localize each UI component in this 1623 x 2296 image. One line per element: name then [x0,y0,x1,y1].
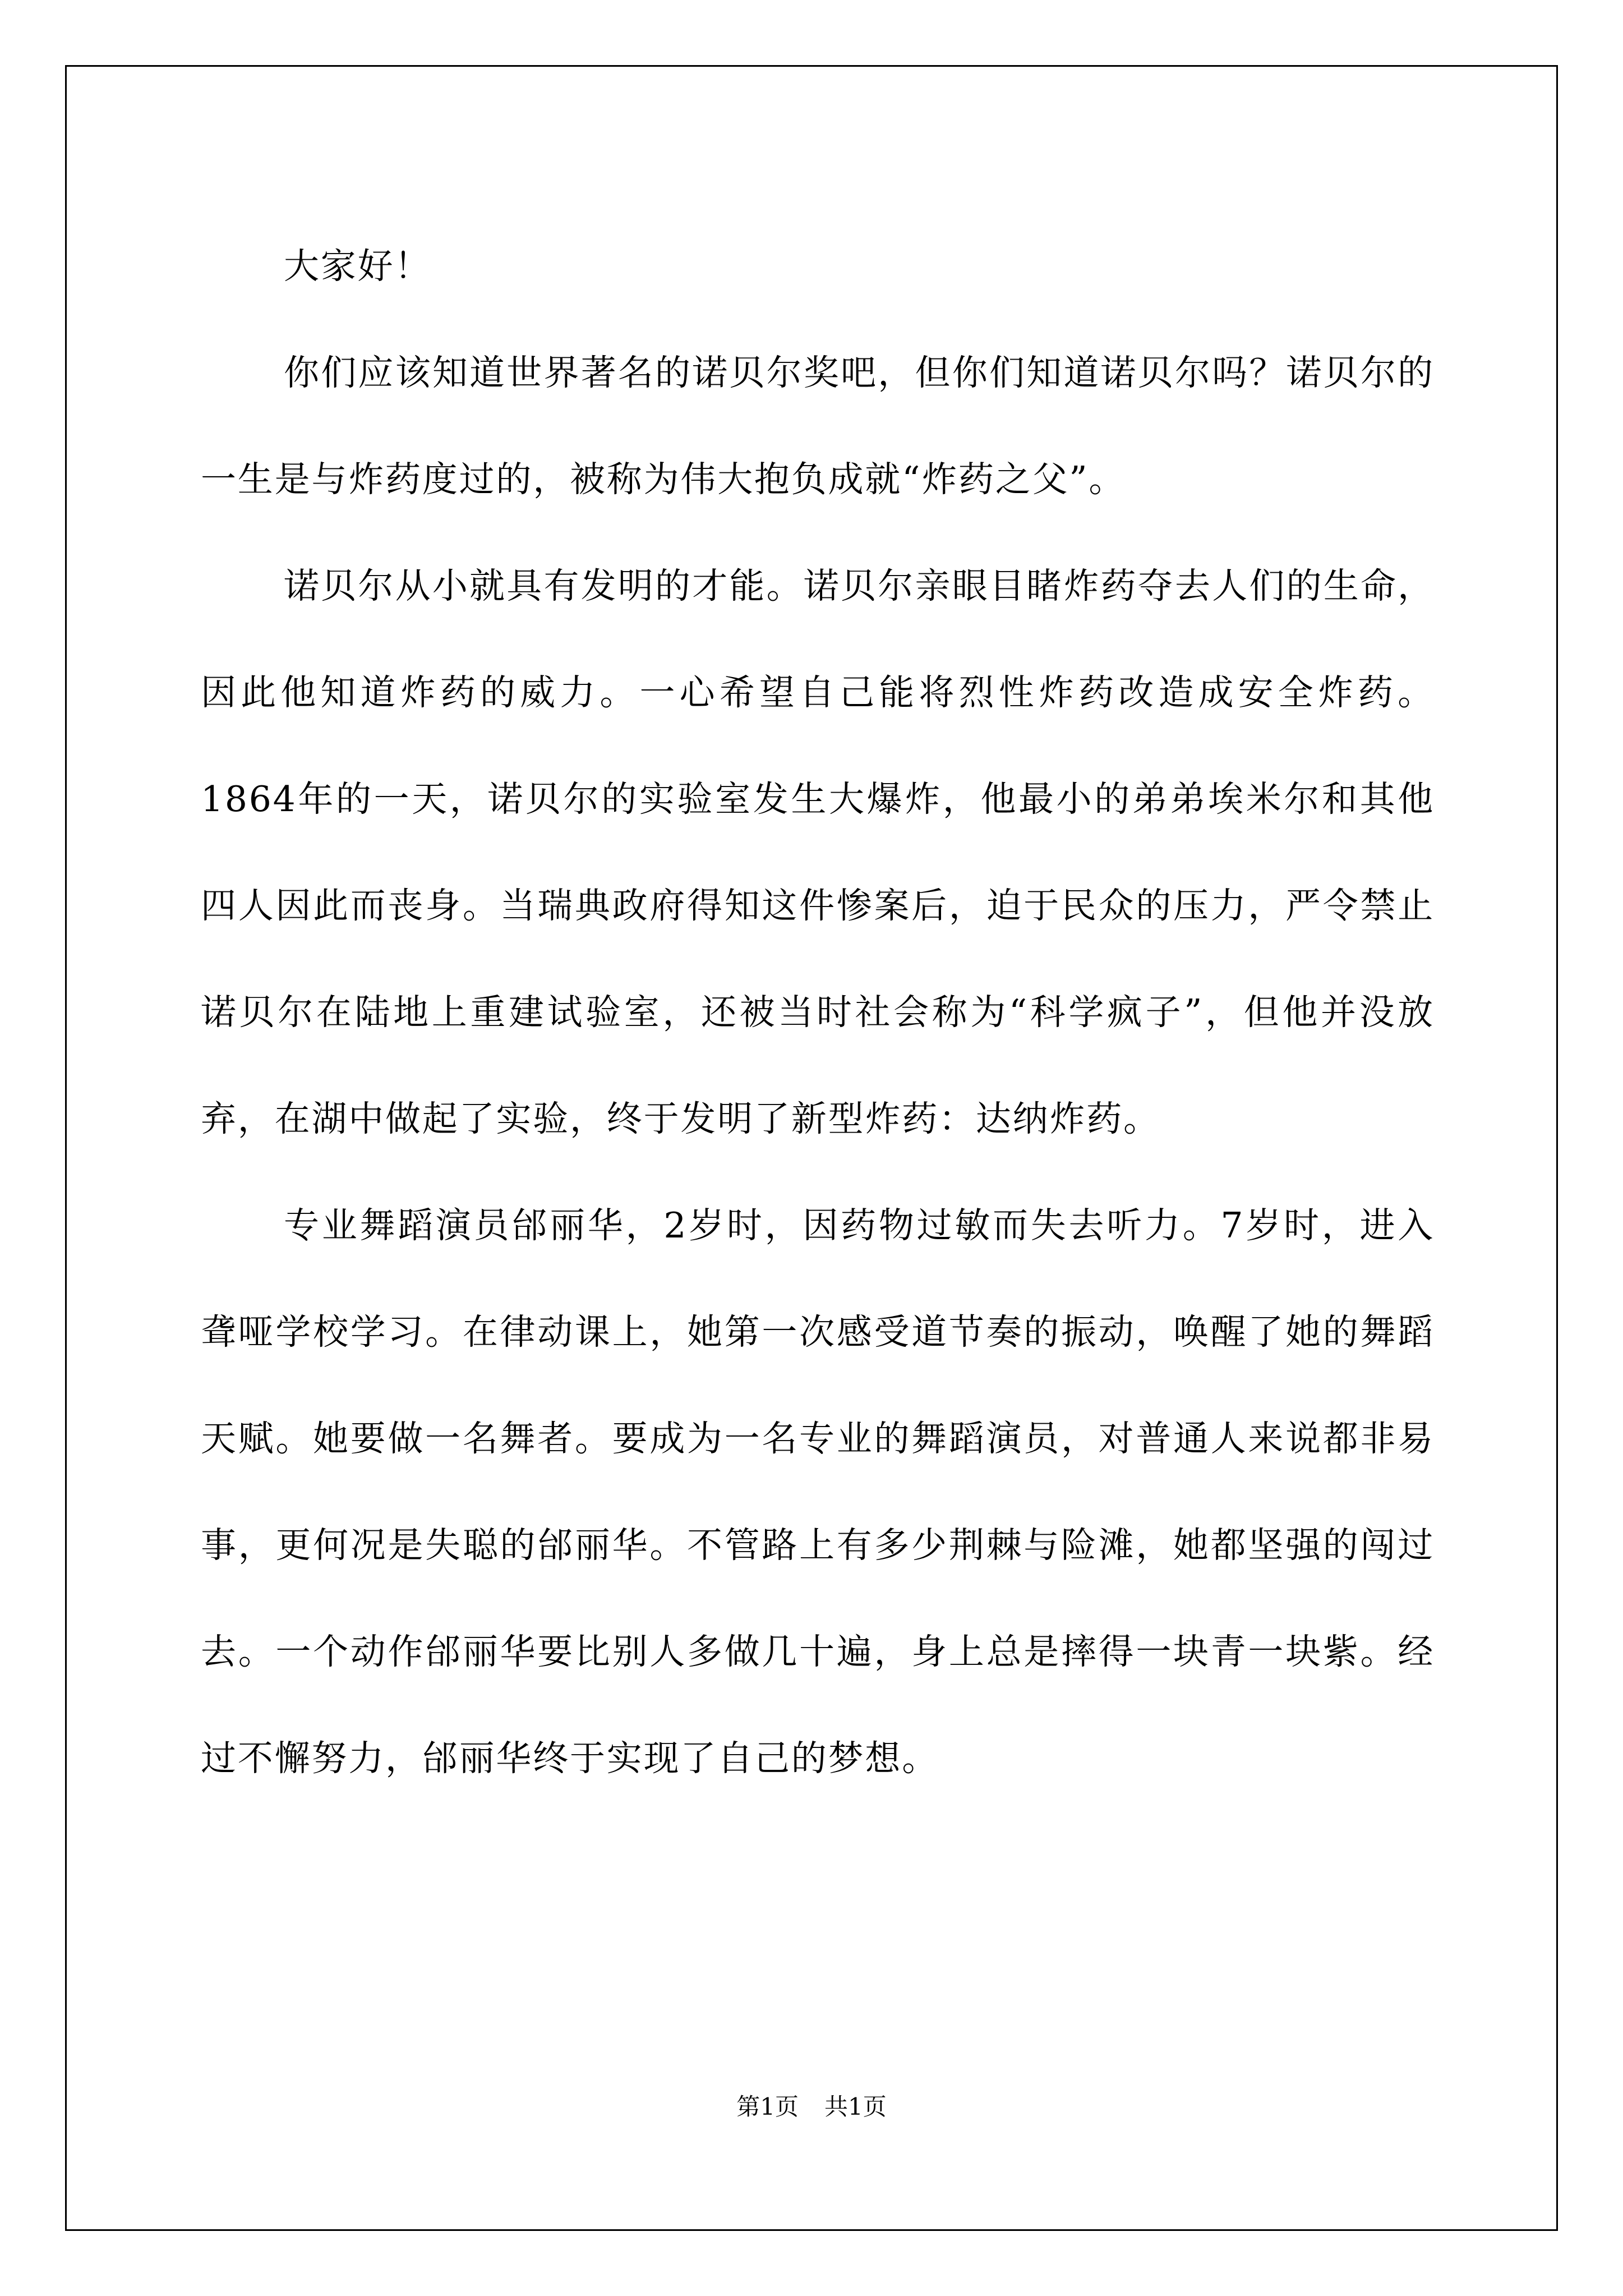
page-number: 第1页 [736,2093,799,2120]
page-footer [0,2091,1623,2123]
page-total: 共1页 [824,2093,887,2120]
tai-lihua-paragraph: 专业舞蹈演员邰丽华，2岁时，因药物过敏而失去听力。7岁时，进入聋哑学校学习。在律动课上，她第一次感受道节奏的振动，唤醒了她的舞蹈天赋。她要做一名舞者。要成为一名专业的舞蹈演员，对普通人来说都非易事，更何况是失聪的邰丽华。不管路上有多少荆棘与险滩，她都坚强的闯过去。一个动作邰丽华要比别人多做几十遍，身上总是摔得一块青一块紫。经过不懈努力，邰丽华终于实现了自己的梦想。 [201,1205,1435,1779]
document-body [201,213,1435,1812]
intro-paragraph: 你们应该知道世界著名的诺贝尔奖吧，但你们知道诺贝尔吗？诺贝尔的一生是与炸药度过的，被称为伟大抱负成就“炸药之父”。 [201,352,1435,500]
greeting-paragraph: 大家好！ [284,246,432,287]
nobel-paragraph: 诺贝尔从小就具有发明的才能。诺贝尔亲眼目睹炸药夺去人们的生命，因此他知道炸药的威力。一心希望自己能将烈性炸药改造成安全炸药。1864年的一天，诺贝尔的实验室发生大爆炸，他最小的弟弟埃米尔和其他四人因此而丧身。当瑞典政府得知这件惨案后，迫于民众的压力，严令禁止诺贝尔在陆地上重建试验室，还被当时社会称为“科学疯子”，但他并没放弃，在湖中做起了实验，终于发明了新型炸药：达纳炸药。 [201,565,1435,1139]
